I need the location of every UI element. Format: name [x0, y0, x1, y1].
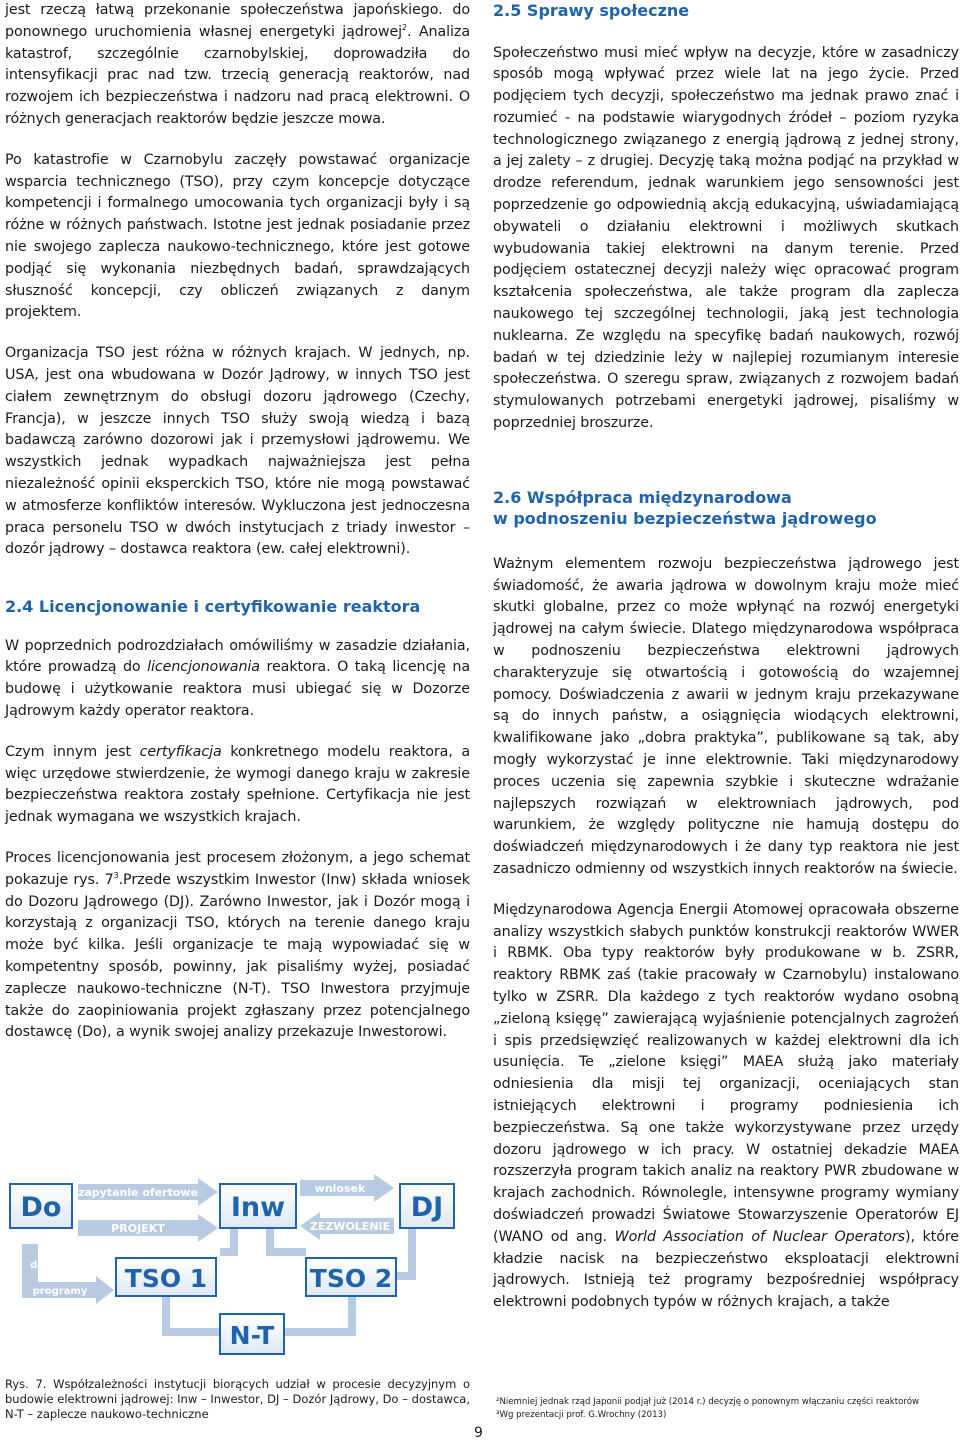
paragraph-iaea: Międzynarodowa Agencja Energii Atomowej opracowała obszerne analizy wszystkich słabych punktów konstrukcji reaktorów WWER i RBMK. Oba typy reaktorów były produkowane w b. ZSRR, reaktory RBMK zaś (takie pracowały w Czarnobylu) instalowano tylko w ZSRR. Dla każdego z tych reaktorów wydano osobną „zieloną księgę” zawierającą wyjaśnienie potencjalnych zagrożeń i spis przedsięwzięć realizowanych w każdej elektrowni dla ich usunięcia. Te „zielone księgi” MAEA służą jako materiały odniesienia dla misji tej organizacji, oceniających stan istniejących elektrowni i programy podniesienia ich bezpieczeństwa. Są one także wykorzystywane przez urzędy dozoru jądrowego w ich pracy. W ostatniej dekadzie MAEA rozszerzyła program takich analiz na reaktory PWR zbudowane w krajach zachodnich. Równolegle, intensywne programy wymiany doświadczeń prowadzi Światowe Stowarzyszenie Operatorów EJ (WANO od ang. World Association of Nuclear Operators), które kładzie nacisk na bezpieczeństwo eksploatacji elektrowni jądrowych. Istnieją też programy bezpośredniej współpracy elektrowni podobnych typów w różnych krajach, a także	[493, 901, 959, 1311]
box-do: Do	[20, 1192, 62, 1223]
right-column	[493, 0, 959, 1333]
footnote-2: ²Niemniej jednak rząd Japonii podjął już (2014 r.) decyzję o ponownym włączaniu części reaktorów	[496, 1397, 920, 1407]
paragraph-certification: Czym innym jest certyfikacja konkretnego modelu reaktora, a więc urzędowe stwierdzenie, że wymogi danego kraju w zakresie bezpieczeństwa reaktora zostały spełnione. Certyfikacja nie jest jednak wymagana we wszystkich krajach.	[5, 743, 470, 826]
heading-cooperation: 2.6 Współpraca międzynarodowa w podnoszeniu bezpieczeństwa jądrowego	[493, 487, 877, 529]
footnote-3: ³Wg prezentacji prof. G.Wrochny (2013)	[496, 1410, 667, 1420]
footnotes	[496, 1396, 960, 1422]
paragraph-licensing: W poprzednich podrozdziałach omówiliśmy w zasadzie działania, które prowadzą do licencjonowania reaktora. O taką licencję na budowę i użytkowanie reaktora musi ubiegać się w Dozorze Jądrowym każdy operator reaktora.	[5, 637, 470, 720]
paragraph-japan: jest rzeczą łatwą przekonanie społeczeństwa japońskiego. do ponownego uruchomienia własnej energetyki jądrowej$^2$. Analiza katastrof, szczególnie czarnobylskiej, doprowadziła do intensyfikacji prac nad tzw. trzecią generacją reaktorów, nad rozwojem ich bezpieczeństwa i nadzoru nad pracą elektrowni. O różnych generacjach reaktorów będzie jeszcze mowa.	[5, 2, 470, 127]
box-inw: Inw	[230, 1192, 286, 1223]
paragraph-cooperation: Ważnym elementem rozwoju bezpieczeństwa jądrowego jest świadomość, że awaria jądrowa w dowolnym kraju może mieć skutki globalne, przez co może wpłynąć na rozwój energetyki jądrowej na całym świecie. Dlatego międzynarodowa współpraca w podnoszeniu bezpieczeństwa elektrowni jądrowych charakteryzuje się otwartością i gotowością do wzajemnej pomocy. Doświadczenia z awarii w jednym kraju przekazywane są do innych państw, a osiągnięcia wiodących elektrowni, kwalifikowane jako „dobra praktyka”, publikowane są tak, aby mogły wykorzystać je inne elektrownie. Taki międzynarodowy proces uczenia się zapewnia szybkie i skuteczne wdrażanie najlepszych rozwiązań w elektrowniach jądrowych, pod warunkiem, że względy polityczne nie hamują dostępu do doświadczeń międzynarodowych i że dany typ reaktora nie jest zasadniczo odmienny od wszystkich innych reaktorów na świecie.	[493, 555, 959, 877]
label-projekt: PROJEKT	[111, 1222, 165, 1235]
label-zapytanie: zapytanie ofertowe	[77, 1186, 199, 1199]
paragraph-process: Proces licencjonowania jest procesem złożonym, a jego schemat pokazuje rys. $7^3.Przede$ wszystkim Inwestor (Inw) składa wniosek do Dozoru Jądrowego (DJ). Zarówno Inwestor, jak i Dozór mogą i korzystają z organizacji TSO, których na terenie danego kraju może być kilka. Jeśli organizacje te mają wypowiadać się w kompetentny sposób, powinny, jak pisaliśmy wyżej, posiadać zaplecze naukowo-techniczne (N-T). TSO Inwestora przyjmuje także do zaopiniowania projekt zgłaszany przez potencjalnego dostawcę (Do), a wynik swojej analizy przekazuje Inwestorowi.	[5, 850, 470, 1041]
label-dane: dane	[30, 1260, 58, 1271]
box-tso1: TSO 1	[124, 1264, 208, 1293]
box-dj: DJ	[410, 1192, 444, 1223]
label-programy: programy	[32, 1286, 88, 1297]
figure-caption: Rys. 7. Współzależności instytucji biorących udział w procesie decyzyjnym o budowie elektrowni jądrowej: Inw – Inwestor, DJ – Dozór Jądrowy, Do – dostawca, N-T – zaplecze naukowo-techniczne	[5, 1377, 470, 1421]
heading-social-issues: 2.5 Sprawy społeczne	[493, 1, 690, 20]
heading-licensing: 2.4 Licencjonowanie i certyfikowanie reaktora	[5, 597, 421, 617]
box-nt: N-T	[229, 1321, 275, 1350]
paragraph-society: Społeczeństwo musi mieć wpływ na decyzje, które w zasadniczy sposób mogą wpływać przez wiele lat na jego życie. Przed podjęciem tych decyzji, społeczeństwo ma jednak prawo znać i rozumieć - na podstawie wiarygodnych źródeł – poziom ryzyka technologicznego związanego z energią jądrową z jednej strony, a jej zalety – z drugiej. Decyzję taką można podjąć na przykład w drodze referendum, jednak warunkiem jego sensowności jest poprzedzenie go odpowiednią akcją edukacyjną, uświadamiającą obywateli o działaniu elektrowni i możliwych skutkach wybudowania takiej elektrowni na danym terenie. Przed podjęciem ostatecznej decyzji należy więc opracować program kształcenia społeczeństwa, ale także program dla zaplecza naukowego tej szczególnej technologii, jaką jest technologia nuklearna. Ze względu na specyfikę badań naukowych, rozwój badań w tej dziedzinie leży w najlepiej rozumianym interesie społeczeństwa. O szeregu spraw, związanych z rozwojem badań stymulowanych potrzebami energetyki jądrowej, pisaliśmy w poprzedniej broszurze.	[493, 44, 959, 432]
paragraph-tso-organization: Organizacja TSO jest różna w różnych krajach. W jednych, np. USA, jest ona wbudowana w Dozór Jądrowy, w innych TSO jest ciałem zewnętrznym do obsługi dozoru jądrowego (Czechy, Francja), w jeszcze innych TSO służy swoją wiedzą i bazą badawczą zarówno dozorowi jak i przemysłowi jądrowemu. We wszystkich jednak wypadkach najważniejsza jest pełna niezależność opinii eksperckich TSO, które nie mogą powstawać w atmosferze konfliktów interesów. Wykluczona jest jednoczesna praca personelu TSO w dwóch instytucjach z triady inwestor – dozór jądrowy – dostawca reaktora (ew. całej elektrowni).	[5, 345, 470, 558]
box-tso2: TSO 2	[309, 1264, 393, 1293]
left-column	[5, 0, 470, 1063]
label-wniosek: wniosek	[314, 1182, 366, 1195]
label-zezwolenie: ZEZWOLENIE	[309, 1220, 391, 1233]
paragraph-tso-chernobyl: Po katastrofie w Czarnobylu zaczęły powstawać organizacje wsparcia technicznego (TSO), przy czym koncepcje dotyczące kompetencji i formalnego umocowania tych organizacji były i są różne w różnych państwach. Istotne jest jednak posiadanie przez nie swojego zaplecza naukowo-technicznego, które jest gotowe podjąć się wykonania niezbędnych badań, sprawdzających słuszność koncepcji, czy obliczeń związanych z danym projektem.	[5, 151, 470, 321]
page-number: 9	[474, 1425, 483, 1441]
licensing-diagram	[8, 1172, 456, 1368]
